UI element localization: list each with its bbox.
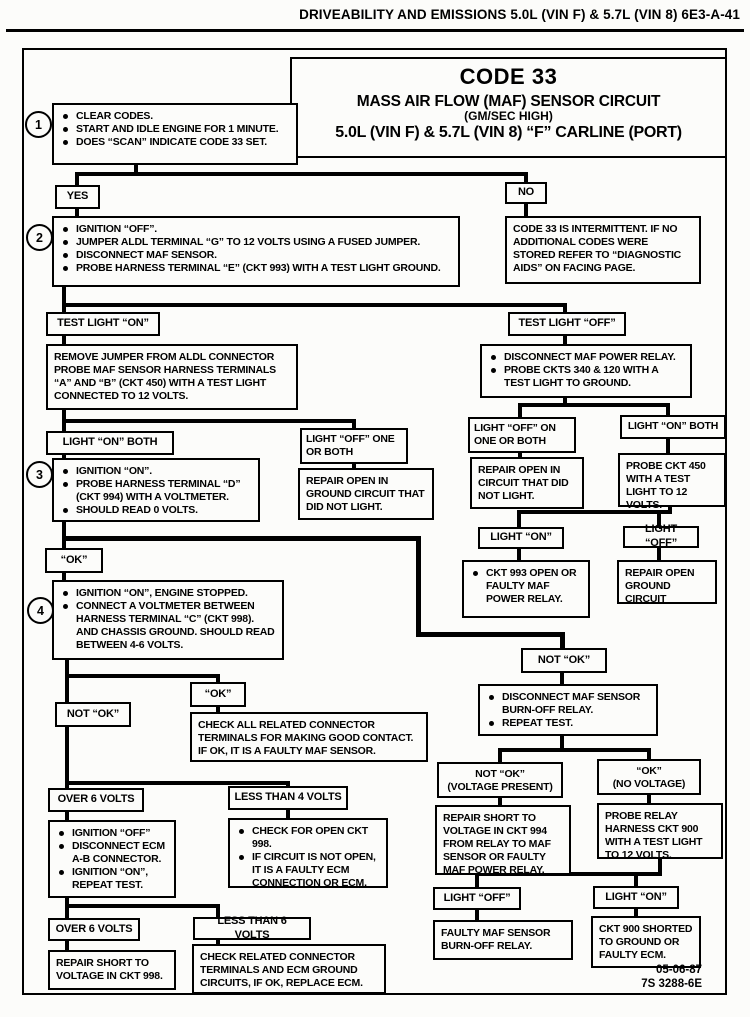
connector xyxy=(498,798,502,805)
node-light-off-one-or-both: LIGHT “OFF” ONE OR BOTH xyxy=(300,428,408,464)
connector xyxy=(517,549,521,560)
connector xyxy=(475,910,479,920)
node-remove-jumper: REMOVE JUMPER FROM ALDL CONNECTOR PROBE MAF SENSOR HARNESS TERMINALS “A” AND “B” (CKT 450) WITH A TEST LIGHT CONNECTED TO 12 VOLTS. xyxy=(46,344,298,410)
node-ok-left: “OK” xyxy=(45,548,103,573)
revision-date: 05-06-87 xyxy=(655,964,702,976)
node-test-light-off: TEST LIGHT “OFF” xyxy=(508,312,626,336)
connector xyxy=(634,909,638,916)
connector xyxy=(75,209,79,216)
connector xyxy=(498,748,502,762)
node-ckt900-shorted: CKT 900 SHORTED TO GROUND OR FAULTY ECM. xyxy=(591,916,701,968)
connector xyxy=(524,172,528,182)
connector xyxy=(498,748,651,752)
node-light-on-both-left: LIGHT “ON” BOTH xyxy=(46,431,174,455)
code-number: CODE 33 xyxy=(459,64,558,89)
node-no: NO xyxy=(505,182,547,204)
title-line3: 5.0L (VIN F) & 5.7L (VIN 8) “F” CARLINE (PORT) xyxy=(335,124,682,141)
step-circle-2: 2 xyxy=(26,224,53,251)
node-step3-instructions: IGNITION “ON”. PROBE HARNESS TERMINAL “D” (CKT 994) WITH A VOLTMETER. SHOULD READ 0 VOLTS. xyxy=(52,458,260,522)
connector xyxy=(65,674,220,678)
title-line2: (GM/SEC HIGH) xyxy=(464,109,553,123)
connector xyxy=(352,419,356,428)
node-less-than-4-volts: LESS THAN 4 VOLTS xyxy=(228,786,348,810)
step-circle-4: 4 xyxy=(27,597,54,624)
chart-title-block xyxy=(290,57,727,158)
connector xyxy=(62,419,356,423)
connector xyxy=(416,536,421,637)
node-repair-open-ground-circuit: REPAIR OPEN IN GROUND CIRCUIT THAT DID NOT LIGHT. xyxy=(298,468,434,520)
node-test-light-on: TEST LIGHT “ON” xyxy=(46,312,160,336)
connector xyxy=(65,727,69,788)
revision-stamp xyxy=(641,963,702,991)
connector xyxy=(518,403,522,417)
connector xyxy=(62,303,567,307)
node-over-6-volts-2: OVER 6 VOLTS xyxy=(48,918,140,941)
node-step2-instructions: IGNITION “OFF”. JUMPER ALDL TERMINAL “G” TO 12 VOLTS USING A FUSED JUMPER. DISCONNECT MAF SENSOR. PROBE HARNESS TERMINAL “E” (CKT 993) WITH A TEST LIGHT GROUND. xyxy=(52,216,460,287)
step-circle-1: 1 xyxy=(25,111,52,138)
node-not-ok-voltage-present: NOT “OK” (VOLTAGE PRESENT) xyxy=(437,762,563,798)
node-not-ok-right: NOT “OK” xyxy=(521,648,607,673)
connector xyxy=(62,536,421,541)
node-ckt993-open: CKT 993 OPEN OR FAULTY MAF POWER RELAY. xyxy=(462,560,590,618)
connector xyxy=(563,303,567,312)
connector xyxy=(65,660,69,702)
connector xyxy=(563,336,567,344)
node-repair-open-ground: REPAIR OPEN GROUND CIRCUIT xyxy=(617,560,717,604)
node-ok-no-voltage: “OK” (NO VOLTAGE) xyxy=(597,759,701,795)
connector xyxy=(216,674,220,682)
connector xyxy=(666,439,670,453)
node-light-on-bottom: LIGHT “ON” xyxy=(593,886,679,909)
node-repair-open-in-circuit: REPAIR OPEN IN CIRCUIT THAT DID NOT LIGHT. xyxy=(470,457,584,509)
node-over-6-volts-1: OVER 6 VOLTS xyxy=(48,788,144,812)
node-check-open-ckt998: CHECK FOR OPEN CKT 998. IF CIRCUIT IS NOT OPEN, IT IS A FAULTY ECM CONNECTION OR ECM. xyxy=(228,818,388,888)
node-code33-intermittent: CODE 33 IS INTERMITTENT. IF NO ADDITIONAL CODES WERE STORED REFER TO “DIAGNOSTIC AIDS” ON FACING PAGE. xyxy=(505,216,701,284)
connector xyxy=(647,748,651,759)
node-ok-mid: “OK” xyxy=(190,682,246,707)
header-rule xyxy=(6,29,744,32)
node-probe-relay-harness-ckt900: PROBE RELAY HARNESS CKT 900 WITH A TEST LIGHT TO 12 VOLTS. xyxy=(597,803,723,859)
node-disconnect-ecm-ab: IGNITION “OFF” DISCONNECT ECM A-B CONNECTOR. IGNITION “ON”, REPEAT TEST. xyxy=(48,820,176,898)
connector xyxy=(666,403,670,415)
connector xyxy=(65,898,69,918)
connector xyxy=(517,510,521,527)
node-step4-instructions: IGNITION “ON”, ENGINE STOPPED. CONNECT A VOLTMETER BETWEEN HARNESS TERMINAL “C” (CKT 998). AND CHASSIS GROUND. SHOULD READ BETWEEN 4-6 VOLTS. xyxy=(52,580,284,660)
connector xyxy=(75,172,528,176)
node-light-on-both-right: LIGHT “ON” BOTH xyxy=(620,415,726,439)
connector xyxy=(75,172,79,185)
document-number: 7S 3288-6E xyxy=(641,978,702,990)
connector xyxy=(524,204,528,216)
connector xyxy=(634,872,638,886)
connector xyxy=(65,781,290,785)
connector xyxy=(62,303,66,312)
connector xyxy=(62,522,66,548)
node-not-ok-left: NOT “OK” xyxy=(55,702,131,727)
node-faulty-burn-off-relay: FAULTY MAF SENSOR BURN-OFF RELAY. xyxy=(433,920,573,960)
node-light-off-on-one-or-both: LIGHT “OFF” ON ONE OR BOTH xyxy=(468,417,576,453)
connector xyxy=(65,904,220,908)
node-disconnect-maf-power-relay: DISCONNECT MAF POWER RELAY. PROBE CKTS 340 & 120 WITH A TEST LIGHT TO GROUND. xyxy=(480,344,692,398)
node-less-than-6-volts: LESS THAN 6 VOLTS xyxy=(193,917,311,940)
node-repair-short-ckt994: REPAIR SHORT TO VOLTAGE IN CKT 994 FROM RELAY TO MAF SENSOR OR FAULTY MAF POWER RELAY. xyxy=(435,805,571,875)
connector xyxy=(560,673,564,684)
connector xyxy=(560,632,565,648)
node-light-on-right: LIGHT “ON” xyxy=(478,527,564,549)
step-circle-3: 3 xyxy=(26,461,53,488)
node-light-off-bottom: LIGHT “OFF” xyxy=(433,887,521,910)
connector xyxy=(65,941,69,950)
node-step1-instructions: CLEAR CODES. START AND IDLE ENGINE FOR 1 MINUTE. DOES “SCAN” INDICATE CODE 33 SET. xyxy=(52,103,298,165)
connector xyxy=(65,812,69,820)
connector xyxy=(286,810,290,818)
connector xyxy=(518,403,670,407)
node-check-connector-terminals: CHECK ALL RELATED CONNECTOR TERMINALS FOR MAKING GOOD CONTACT. IF OK, IT IS A FAULTY MAF SENSOR. xyxy=(190,712,428,762)
node-yes: YES xyxy=(55,185,100,209)
connector xyxy=(62,573,66,580)
connector xyxy=(416,632,565,637)
connector xyxy=(647,795,651,803)
connector xyxy=(62,336,66,344)
node-check-related-ecm-ground: CHECK RELATED CONNECTOR TERMINALS AND ECM GROUND CIRCUITS, IF OK, REPLACE ECM. xyxy=(192,944,386,994)
node-disconnect-burn-off-relay: DISCONNECT MAF SENSOR BURN-OFF RELAY. REPEAT TEST. xyxy=(478,684,658,736)
node-probe-ckt-450: PROBE CKT 450 WITH A TEST LIGHT TO 12 VOLTS. xyxy=(618,453,726,507)
page-header: DRIVEABILITY AND EMISSIONS 5.0L (VIN F) & 5.7L (VIN 8) 6E3-A-41 xyxy=(299,7,740,22)
title-line1: MASS AIR FLOW (MAF) SENSOR CIRCUIT xyxy=(356,93,661,110)
node-repair-short-ckt998: REPAIR SHORT TO VOLTAGE IN CKT 998. xyxy=(48,950,176,990)
node-light-off-right: LIGHT “OFF” xyxy=(623,526,699,548)
